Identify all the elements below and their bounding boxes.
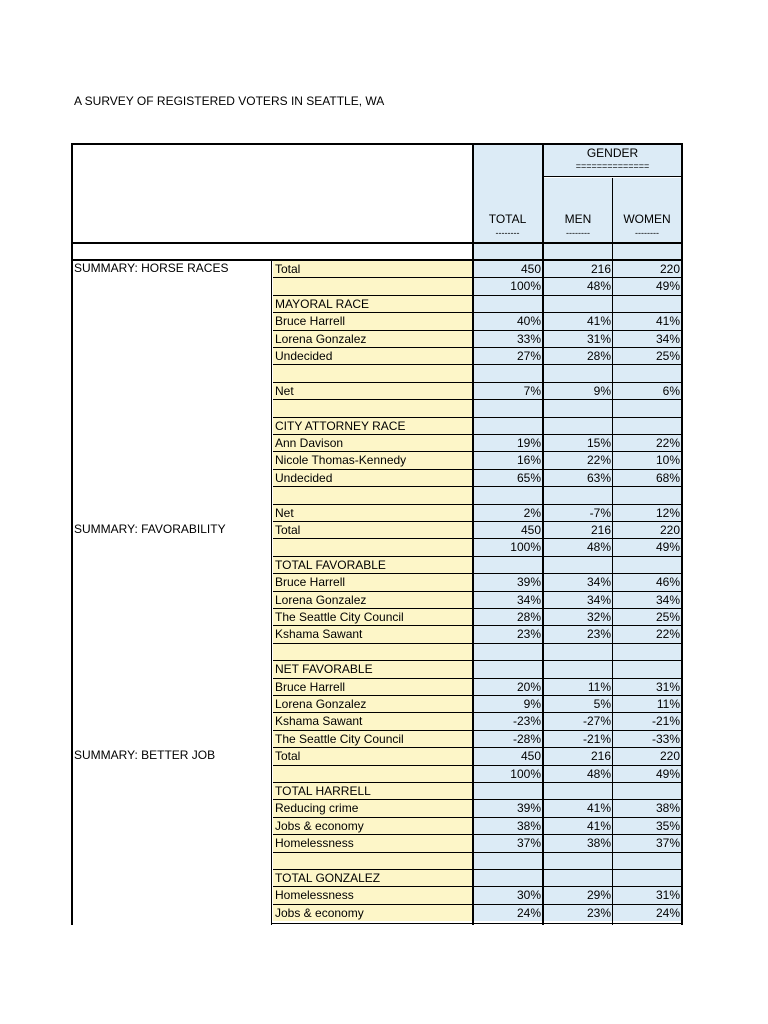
row-label: Reducing crime: [273, 799, 472, 816]
men-value: 34%: [544, 591, 612, 608]
men-value: 216: [544, 521, 612, 538]
row-label: Total: [273, 521, 472, 538]
men-value: 23%: [544, 904, 612, 921]
row-label: Total: [273, 747, 472, 764]
total-value: [473, 852, 542, 869]
table-row: [71, 625, 683, 642]
table-row: [71, 364, 683, 381]
row-label: NET FAVORABLE: [273, 660, 472, 677]
table-row: [71, 799, 683, 816]
women-value: [613, 782, 681, 799]
women-value: 22%: [613, 625, 681, 642]
women-value: [613, 417, 681, 434]
row-label: Ann Davison: [273, 434, 472, 451]
column-header-men: MEN: [564, 212, 592, 226]
men-value: 5%: [544, 695, 612, 712]
table-row: [71, 260, 683, 277]
header-bottom-border: [71, 242, 683, 244]
total-value: 34%: [473, 591, 542, 608]
women-value: 220: [613, 260, 681, 277]
crosstab-table: [71, 143, 683, 925]
women-value: [613, 399, 681, 416]
row-label: Bruce Harrell: [273, 678, 472, 695]
men-value: 11%: [544, 678, 612, 695]
women-value: 12%: [613, 504, 681, 521]
table-left-border: [71, 143, 73, 925]
women-value: 25%: [613, 608, 681, 625]
table-right-border: [681, 143, 683, 925]
table-row: [71, 852, 683, 869]
table-row: [71, 904, 683, 921]
men-value: 29%: [544, 886, 612, 903]
women-value: 49%: [613, 277, 681, 294]
row-label: The Seattle City Council: [273, 608, 472, 625]
table-row: [71, 643, 683, 660]
women-value: 41%: [613, 312, 681, 329]
total-value: 450: [473, 521, 542, 538]
total-value: 65%: [473, 469, 542, 486]
table-top-border: [71, 143, 683, 145]
total-value: 100%: [473, 277, 542, 294]
total-value: 100%: [473, 765, 542, 782]
table-row: [71, 382, 683, 399]
women-value: -33%: [613, 730, 681, 747]
men-value: [544, 556, 612, 573]
total-value: [473, 399, 542, 416]
table-row: [71, 573, 683, 590]
men-value: [544, 486, 612, 503]
row-label: [273, 399, 472, 416]
men-value: 63%: [544, 469, 612, 486]
women-value: 220: [613, 521, 681, 538]
total-value: 9%: [473, 695, 542, 712]
row-label: Net: [273, 504, 472, 521]
total-value: -23%: [473, 712, 542, 729]
table-row: [71, 712, 683, 729]
table-row: [71, 782, 683, 799]
men-value: [544, 852, 612, 869]
table-row: [71, 451, 683, 468]
women-value: [613, 643, 681, 660]
row-label: Undecided: [273, 347, 472, 364]
table-row: [71, 399, 683, 416]
women-value: 11%: [613, 695, 681, 712]
women-value: 49%: [613, 538, 681, 555]
total-value: 33%: [473, 330, 542, 347]
women-value: 22%: [613, 434, 681, 451]
women-value: [613, 556, 681, 573]
women-value: [613, 660, 681, 677]
total-value: [473, 364, 542, 381]
women-value: -21%: [613, 712, 681, 729]
table-row: [71, 434, 683, 451]
total-value: 39%: [473, 573, 542, 590]
total-value: 19%: [473, 434, 542, 451]
total-value: [473, 295, 542, 312]
total-value: [473, 660, 542, 677]
women-value: 34%: [613, 330, 681, 347]
women-value: 6%: [613, 382, 681, 399]
column-rule-women: --------: [635, 228, 659, 238]
spacer-row-cell: [473, 244, 681, 260]
total-value: 28%: [473, 608, 542, 625]
men-value: [544, 643, 612, 660]
women-value: 10%: [613, 451, 681, 468]
column-rule-total: --------: [495, 228, 520, 238]
men-value: -27%: [544, 712, 612, 729]
table-row: [71, 869, 683, 886]
table-row: [71, 678, 683, 695]
men-value: [544, 295, 612, 312]
men-value: 48%: [544, 277, 612, 294]
table-bottom-border: [272, 923, 683, 924]
total-value: 16%: [473, 451, 542, 468]
row-label: Kshama Sawant: [273, 625, 472, 642]
total-value: 2%: [473, 504, 542, 521]
men-value: 216: [544, 260, 612, 277]
table-row: [71, 765, 683, 782]
total-value: [473, 643, 542, 660]
men-column-border: [542, 143, 544, 925]
row-label: Jobs & economy: [273, 904, 472, 921]
table-row: [71, 660, 683, 677]
men-value: [544, 399, 612, 416]
row-label: Total: [273, 260, 472, 277]
row-label: Lorena Gonzalez: [273, 695, 472, 712]
men-value: -7%: [544, 504, 612, 521]
table-row: [71, 347, 683, 364]
row-label: TOTAL GONZALEZ: [273, 869, 472, 886]
men-value: 41%: [544, 312, 612, 329]
women-value: 34%: [613, 591, 681, 608]
row-label: CITY ATTORNEY RACE: [273, 417, 472, 434]
total-value: [473, 782, 542, 799]
women-value: 24%: [613, 904, 681, 921]
section-label: SUMMARY: BETTER JOB: [74, 748, 216, 763]
women-column-border: [612, 178, 613, 925]
row-label: [273, 277, 472, 294]
row-label: Lorena Gonzalez: [273, 330, 472, 347]
table-row: [71, 504, 683, 521]
total-value: -28%: [473, 730, 542, 747]
total-value: 23%: [473, 625, 542, 642]
row-label: Undecided: [273, 469, 472, 486]
row-label: Kshama Sawant: [273, 712, 472, 729]
table-row: [71, 521, 683, 538]
total-value: 40%: [473, 312, 542, 329]
men-value: 32%: [544, 608, 612, 625]
men-value: [544, 660, 612, 677]
men-value: 15%: [544, 434, 612, 451]
women-value: [613, 486, 681, 503]
table-body: [71, 260, 683, 925]
women-value: [613, 852, 681, 869]
row-label: Nicole Thomas-Kennedy: [273, 451, 472, 468]
row-label: [273, 486, 472, 503]
women-value: 35%: [613, 817, 681, 834]
table-row: [71, 834, 683, 851]
page-title: A SURVEY OF REGISTERED VOTERS IN SEATTLE, WA: [74, 94, 385, 108]
total-value: 100%: [473, 538, 542, 555]
table-row: [71, 730, 683, 747]
men-value: [544, 782, 612, 799]
table-row: [71, 747, 683, 764]
row-label: [273, 643, 472, 660]
men-value: 41%: [544, 817, 612, 834]
men-value: 31%: [544, 330, 612, 347]
total-value: [473, 556, 542, 573]
men-value: [544, 417, 612, 434]
table-row: [71, 695, 683, 712]
body-top-border: [71, 259, 683, 261]
row-label: TOTAL FAVORABLE: [273, 556, 472, 573]
women-value: [613, 869, 681, 886]
women-value: 38%: [613, 799, 681, 816]
table-row: [71, 330, 683, 347]
men-value: 48%: [544, 538, 612, 555]
total-value: 24%: [473, 904, 542, 921]
row-label: MAYORAL RACE: [273, 295, 472, 312]
table-row: [71, 538, 683, 555]
row-label: [273, 538, 472, 555]
men-value: 9%: [544, 382, 612, 399]
total-value: 38%: [473, 817, 542, 834]
women-value: 37%: [613, 834, 681, 851]
row-label: Jobs & economy: [273, 817, 472, 834]
table-row: [71, 556, 683, 573]
row-label: Homelessness: [273, 834, 472, 851]
gender-divider: [543, 176, 683, 177]
women-value: 25%: [613, 347, 681, 364]
table-row: [71, 417, 683, 434]
men-value: 216: [544, 747, 612, 764]
gender-group-label: GENDER: [586, 146, 639, 160]
label-column-border: [271, 259, 272, 925]
section-label: SUMMARY: FAVORABILITY: [74, 522, 226, 536]
row-label: Net: [273, 382, 472, 399]
column-rule-men: --------: [566, 228, 590, 238]
women-value: 49%: [613, 765, 681, 782]
total-value: [473, 869, 542, 886]
total-value: 20%: [473, 678, 542, 695]
row-label: [273, 364, 472, 381]
total-column-border: [472, 143, 474, 925]
table-row: [71, 591, 683, 608]
row-label: [273, 852, 472, 869]
men-value: -21%: [544, 730, 612, 747]
table-row: [71, 608, 683, 625]
table-row: [71, 277, 683, 294]
table-row: [71, 817, 683, 834]
row-label: [273, 765, 472, 782]
total-value: 450: [473, 260, 542, 277]
section-label: SUMMARY: HORSE RACES: [74, 261, 229, 275]
men-value: [544, 364, 612, 381]
table-row: [71, 886, 683, 903]
total-value: 39%: [473, 799, 542, 816]
row-label: Lorena Gonzalez: [273, 591, 472, 608]
row-label: Homelessness: [273, 886, 472, 903]
men-value: 41%: [544, 799, 612, 816]
men-value: 48%: [544, 765, 612, 782]
row-label: TOTAL HARRELL: [273, 782, 472, 799]
column-header-women: WOMEN: [623, 212, 671, 226]
row-label: Bruce Harrell: [273, 312, 472, 329]
men-value: 22%: [544, 451, 612, 468]
total-value: 30%: [473, 886, 542, 903]
women-value: [613, 295, 681, 312]
women-value: 68%: [613, 469, 681, 486]
row-label: Bruce Harrell: [273, 573, 472, 590]
total-value: 37%: [473, 834, 542, 851]
men-value: [544, 869, 612, 886]
total-value: 450: [473, 747, 542, 764]
men-value: 28%: [544, 347, 612, 364]
column-header-total: TOTAL: [488, 212, 527, 226]
women-value: 220: [613, 747, 681, 764]
men-value: 38%: [544, 834, 612, 851]
women-value: 31%: [613, 886, 681, 903]
men-value: 23%: [544, 625, 612, 642]
men-value: 34%: [544, 573, 612, 590]
total-value: [473, 417, 542, 434]
total-value: [473, 486, 542, 503]
table-row: [71, 469, 683, 486]
row-label: The Seattle City Council: [273, 730, 472, 747]
total-value: 7%: [473, 382, 542, 399]
women-value: 31%: [613, 678, 681, 695]
table-row: [71, 486, 683, 503]
table-row: [71, 295, 683, 312]
table-row: [71, 312, 683, 329]
gender-group-rule: ==============: [575, 161, 650, 171]
women-value: [613, 364, 681, 381]
women-value: 46%: [613, 573, 681, 590]
total-value: 27%: [473, 347, 542, 364]
